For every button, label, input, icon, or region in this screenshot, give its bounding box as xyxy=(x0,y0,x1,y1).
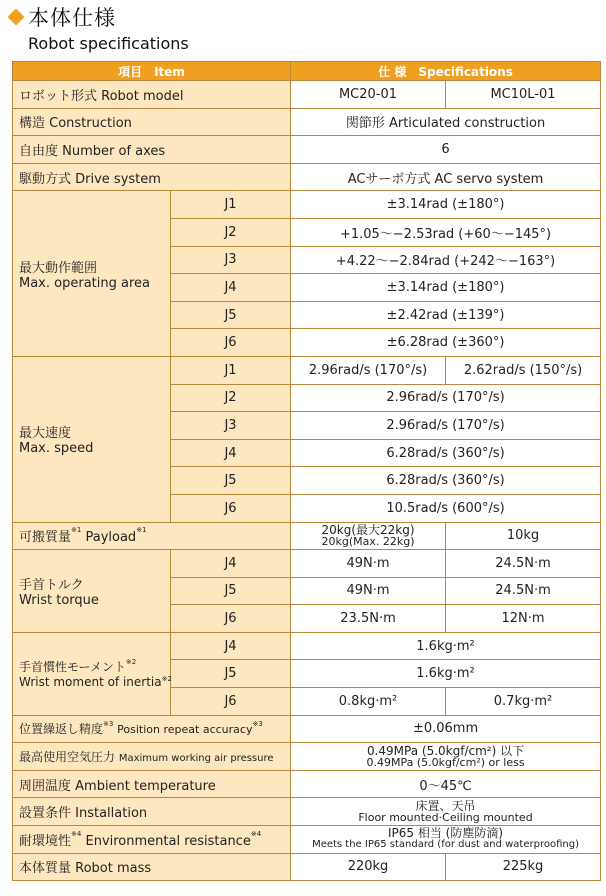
label-axes: 自由度 Number of axes xyxy=(13,136,291,164)
label-environment-jp: 耐環境性 xyxy=(19,833,72,849)
axis-label: J6 xyxy=(171,605,291,633)
value-environment xyxy=(291,826,601,854)
footnote-marker: ※4 xyxy=(250,829,262,838)
label-repeat-jp: 位置繰返し精度 xyxy=(19,722,104,737)
row-model xyxy=(13,81,601,109)
environment-line2: Meets the IP65 standard (for dust and waterproofing) xyxy=(312,839,579,851)
axis-label: J4 xyxy=(171,274,291,302)
footnote-marker: ※3 xyxy=(103,720,114,729)
inertia-value-2: 0.7kg·m² xyxy=(446,688,601,716)
label-payload xyxy=(13,522,291,550)
row-mass xyxy=(13,853,601,881)
inertia-value: 1.6kg·m² xyxy=(291,660,601,688)
inertia-value: 1.6kg·m² xyxy=(291,632,601,660)
installation-line2: Floor mounted·Ceiling mounted xyxy=(358,810,533,824)
axis-label: J6 xyxy=(171,494,291,522)
header-spec: 仕 様 Specifications xyxy=(291,62,601,81)
axis-label: J2 xyxy=(171,384,291,412)
speed-value: 2.96rad/s (170°/s) xyxy=(291,412,601,440)
label-speed xyxy=(13,356,171,522)
row-axes xyxy=(13,136,601,164)
payload-line2: 20kg(Max. 22kg) xyxy=(321,534,415,548)
label-installation: 設置条件 Installation xyxy=(13,798,291,826)
header-row xyxy=(13,62,601,81)
value-model-2: MC10L-01 xyxy=(446,81,601,109)
operating-value: +4.22〜−2.84rad (+242〜−163°) xyxy=(291,246,601,274)
label-operating-jp: 最大動作範囲 xyxy=(19,260,98,276)
footnote-marker: ※3 xyxy=(252,720,263,729)
speed-value-1: 2.96rad/s (170°/s) xyxy=(291,356,446,384)
row-torque-j4 xyxy=(13,550,601,578)
axis-label: J1 xyxy=(171,191,291,219)
page-subtitle: Robot specifications xyxy=(28,34,189,53)
value-axes: 6 xyxy=(291,136,601,164)
axis-label: J6 xyxy=(171,688,291,716)
row-environment xyxy=(13,826,601,854)
label-speed-jp: 最大速度 xyxy=(19,426,72,442)
label-inertia xyxy=(13,632,171,715)
axis-label: J5 xyxy=(171,660,291,688)
label-inertia-en: Wrist moment of inertia xyxy=(19,675,162,690)
label-torque-jp: 手首トルク xyxy=(19,577,84,593)
value-payload-2: 10kg xyxy=(446,522,601,550)
torque-value-1: 49N·m xyxy=(291,550,446,578)
operating-value: ±2.42rad (±139°) xyxy=(291,301,601,329)
row-air xyxy=(13,743,601,771)
row-installation xyxy=(13,798,601,826)
axis-label: J3 xyxy=(171,246,291,274)
speed-value-2: 2.62rad/s (150°/s) xyxy=(446,356,601,384)
operating-value: ±3.14rad (±180°) xyxy=(291,274,601,302)
label-torque-en: Wrist torque xyxy=(19,592,99,608)
axis-label: J5 xyxy=(171,301,291,329)
label-model: ロボット形式 Robot model xyxy=(13,81,291,109)
value-repeat: ±0.06mm xyxy=(291,715,601,743)
row-ambient xyxy=(13,770,601,798)
label-torque xyxy=(13,550,171,633)
payload-line1: 20kg(最大22kg) xyxy=(321,522,415,537)
torque-value-1: 23.5N·m xyxy=(291,605,446,633)
header-item: 項目 Item xyxy=(13,62,291,81)
label-payload-en: Payload xyxy=(85,530,137,546)
label-ambient: 周囲温度 Ambient temperature xyxy=(13,770,291,798)
axis-label: J2 xyxy=(171,218,291,246)
row-operating-j1 xyxy=(13,191,601,219)
axis-label: J5 xyxy=(171,577,291,605)
label-environment xyxy=(13,826,291,854)
footnote-marker: ※2 xyxy=(125,658,137,667)
footnote-marker: ※2 xyxy=(161,675,172,684)
inertia-value-1: 0.8kg·m² xyxy=(291,688,446,716)
label-mass: 本体質量 Robot mass xyxy=(13,853,291,881)
axis-label: J6 xyxy=(171,329,291,357)
footnote-marker: ※4 xyxy=(71,829,82,838)
row-construction xyxy=(13,108,601,136)
axis-label: J4 xyxy=(171,439,291,467)
row-drive xyxy=(13,163,601,191)
speed-value: 6.28rad/s (360°/s) xyxy=(291,439,601,467)
label-speed-en: Max. speed xyxy=(19,441,94,457)
installation-line1: 床置、天吊 xyxy=(415,798,476,813)
axis-label: J4 xyxy=(171,632,291,660)
row-repeat xyxy=(13,715,601,743)
label-air xyxy=(13,743,291,771)
air-line2: 0.49MPa (5.0kgf/cm²) or less xyxy=(366,755,525,769)
spec-table xyxy=(12,61,601,881)
value-payload-1 xyxy=(291,522,446,550)
label-environment-en: Environmental resistance xyxy=(85,833,251,849)
value-model-1: MC20-01 xyxy=(291,81,446,109)
air-line1: 0.49MPa (5.0kgf/cm²) 以下 xyxy=(366,743,525,758)
operating-value: +1.05〜−2.53rad (+60〜−145°) xyxy=(291,218,601,246)
torque-value-2: 24.5N·m xyxy=(446,577,601,605)
label-operating-en: Max. operating area xyxy=(19,275,150,291)
value-drive: ACサーボ方式 AC servo system xyxy=(291,163,601,191)
label-inertia-jp: 手首慣性モーメント xyxy=(19,660,126,675)
torque-value-2: 24.5N·m xyxy=(446,550,601,578)
page-title: 本体仕様 xyxy=(28,6,116,30)
label-drive: 駆動方式 Drive system xyxy=(13,163,291,191)
label-repeat-en: Position repeat accuracy xyxy=(117,723,253,737)
row-inertia-j4 xyxy=(13,632,601,660)
operating-value: ±6.28rad (±360°) xyxy=(291,329,601,357)
value-installation xyxy=(291,798,601,826)
axis-label: J4 xyxy=(171,550,291,578)
label-air-jp: 最高使用空気圧力 xyxy=(19,750,116,765)
environment-line1: IP65 相当 (防塵防滴) xyxy=(388,826,504,841)
value-mass-2: 225kg xyxy=(446,853,601,881)
value-ambient: 0〜45℃ xyxy=(291,770,601,798)
footnote-marker: ※1 xyxy=(71,526,82,535)
axis-label: J1 xyxy=(171,356,291,384)
footnote-marker: ※1 xyxy=(136,526,147,535)
operating-value: ±3.14rad (±180°) xyxy=(291,191,601,219)
speed-value: 6.28rad/s (360°/s) xyxy=(291,467,601,495)
axis-label: J5 xyxy=(171,467,291,495)
value-construction: 関節形 Articulated construction xyxy=(291,108,601,136)
label-repeat xyxy=(13,715,291,743)
label-construction: 構造 Construction xyxy=(13,108,291,136)
label-air-en: Maximum working air pressure xyxy=(118,753,274,765)
speed-value: 10.5rad/s (600°/s) xyxy=(291,494,601,522)
speed-value: 2.96rad/s (170°/s) xyxy=(291,384,601,412)
label-payload-jp: 可搬質量 xyxy=(19,530,72,546)
value-mass-1: 220kg xyxy=(291,853,446,881)
label-operating xyxy=(13,191,171,357)
torque-value-2: 12N·m xyxy=(446,605,601,633)
diamond-bullet-icon xyxy=(8,9,25,26)
torque-value-1: 49N·m xyxy=(291,577,446,605)
axis-label: J3 xyxy=(171,412,291,440)
row-speed-j1 xyxy=(13,356,601,384)
value-air xyxy=(291,743,601,771)
row-payload xyxy=(13,522,601,550)
page-heading xyxy=(8,2,189,53)
